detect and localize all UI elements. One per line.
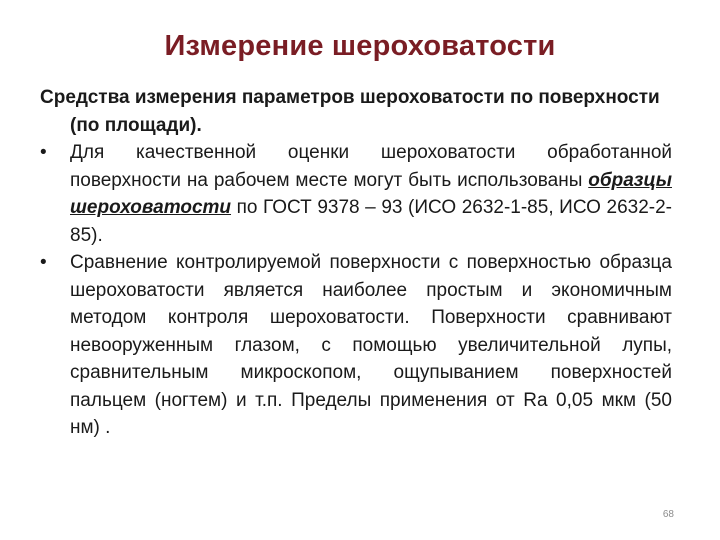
page-number: 68 <box>662 509 674 520</box>
bullet-text-before: Для качественной оценки шероховатости обработанной поверхности на рабочем месте могут быть использованы <box>70 142 672 191</box>
bullet-text-after: по ГОСТ 9378 – 93 (ИСО 2632-1-85, ИСО 2632-2-85). <box>70 197 672 246</box>
bullet-list <box>40 139 672 442</box>
bullet-emphasis: образцы шероховатости <box>70 169 672 218</box>
bullet-item-samples <box>40 139 672 249</box>
bullet-dot-icon: • <box>40 142 47 163</box>
bullet-text: Сравнение контролируемой поверхности с поверхностью образца шероховатости является наиболее простым и экономичным методом контроля шероховатости. Поверхности сравнивают невооруженным глазом, с помощью увеличительной лупы, сравнительным микроскопом, ощупыванием поверхностей пальцем (ногтем) и т.п. Пределы применения от Ra 0,05 мкм (50 нм) . <box>70 252 672 438</box>
slide-content <box>40 84 672 442</box>
bullet-item-comparison <box>40 249 672 442</box>
slide-title: Измерение шероховатости <box>164 30 556 62</box>
intro-heading: Средства измерения параметров шероховатости по поверхности (по площади). <box>40 87 660 136</box>
bullet-dot-icon: • <box>40 252 47 273</box>
